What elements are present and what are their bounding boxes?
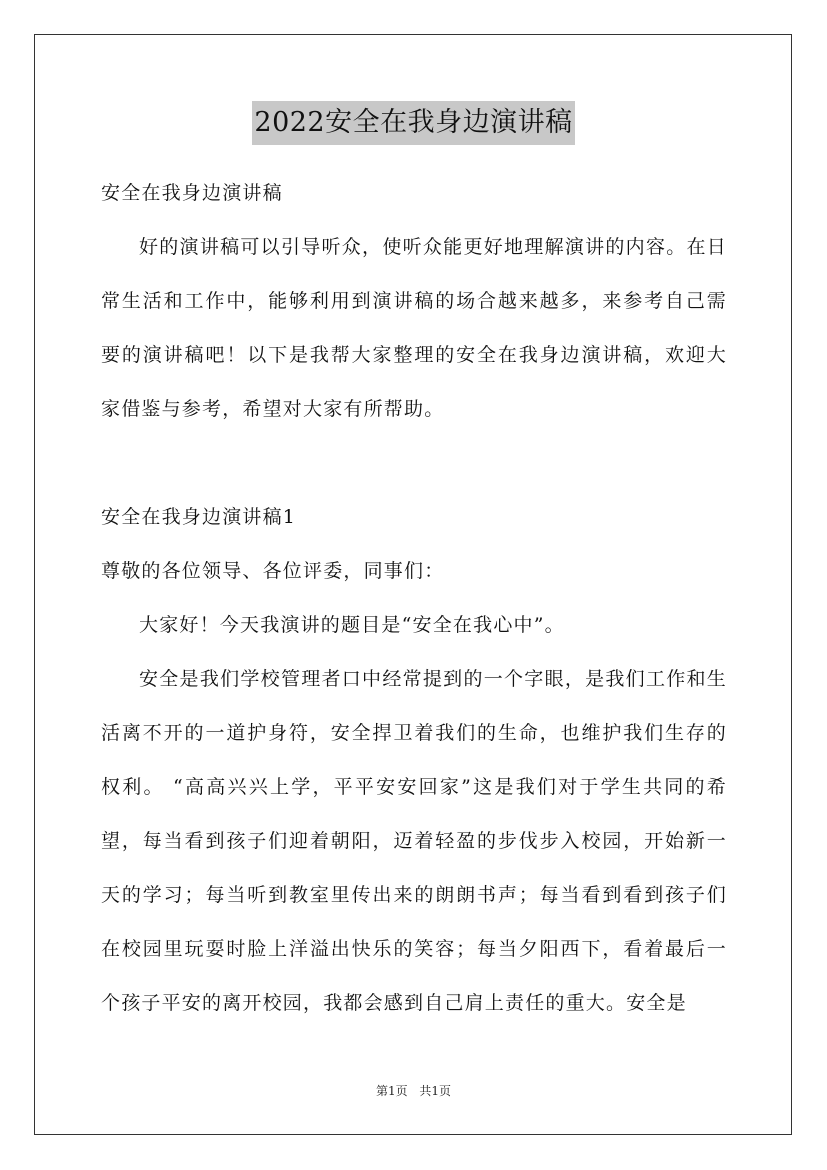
intro-paragraph: 好的演讲稿可以引导听众，使听众能更好地理解演讲的内容。在日常生活和工作中，能够利用到演讲稿的场合越来越多，来参考自己需要的演讲稿吧！以下是我帮大家整理的安全在我身边演讲稿，欢迎大家借鉴与参考，希望对大家有所帮助。	[101, 236, 727, 420]
body-paragraph: 安全是我们学校管理者口中经常提到的一个字眼，是我们工作和生活离不开的一道护身符，安全捍卫着我们的生命，也维护我们生存的权利。 “高高兴兴上学，平平安安回家”这是我们对于学生共同的希望，每当看到孩子们迎着朝阳，迈着轻盈的步伐步入校园，开始新一天的学习；每当听到教室里传出来的朗朗书声；每当看到看到孩子们在校园里玩耍时脸上洋溢出快乐的笑容；每当夕阳西下，看着最后一个孩子平安的离开校园，我都会感到自己肩上责任的重大。安全是	[101, 668, 727, 1014]
page-number: 第1页	[375, 1084, 408, 1098]
greeting-paragraph: 大家好！今天我演讲的题目是“安全在我心中”。	[139, 614, 565, 636]
title-container	[0, 101, 827, 145]
subtitle: 安全在我身边演讲稿	[101, 182, 283, 204]
page-total: 共1页	[419, 1084, 452, 1098]
page-footer	[0, 1082, 827, 1100]
salutation: 尊敬的各位领导、各位评委，同事们：	[101, 560, 445, 582]
section-heading: 安全在我身边演讲稿1	[101, 506, 297, 528]
document-title: 2022安全在我身边演讲稿	[252, 101, 574, 145]
